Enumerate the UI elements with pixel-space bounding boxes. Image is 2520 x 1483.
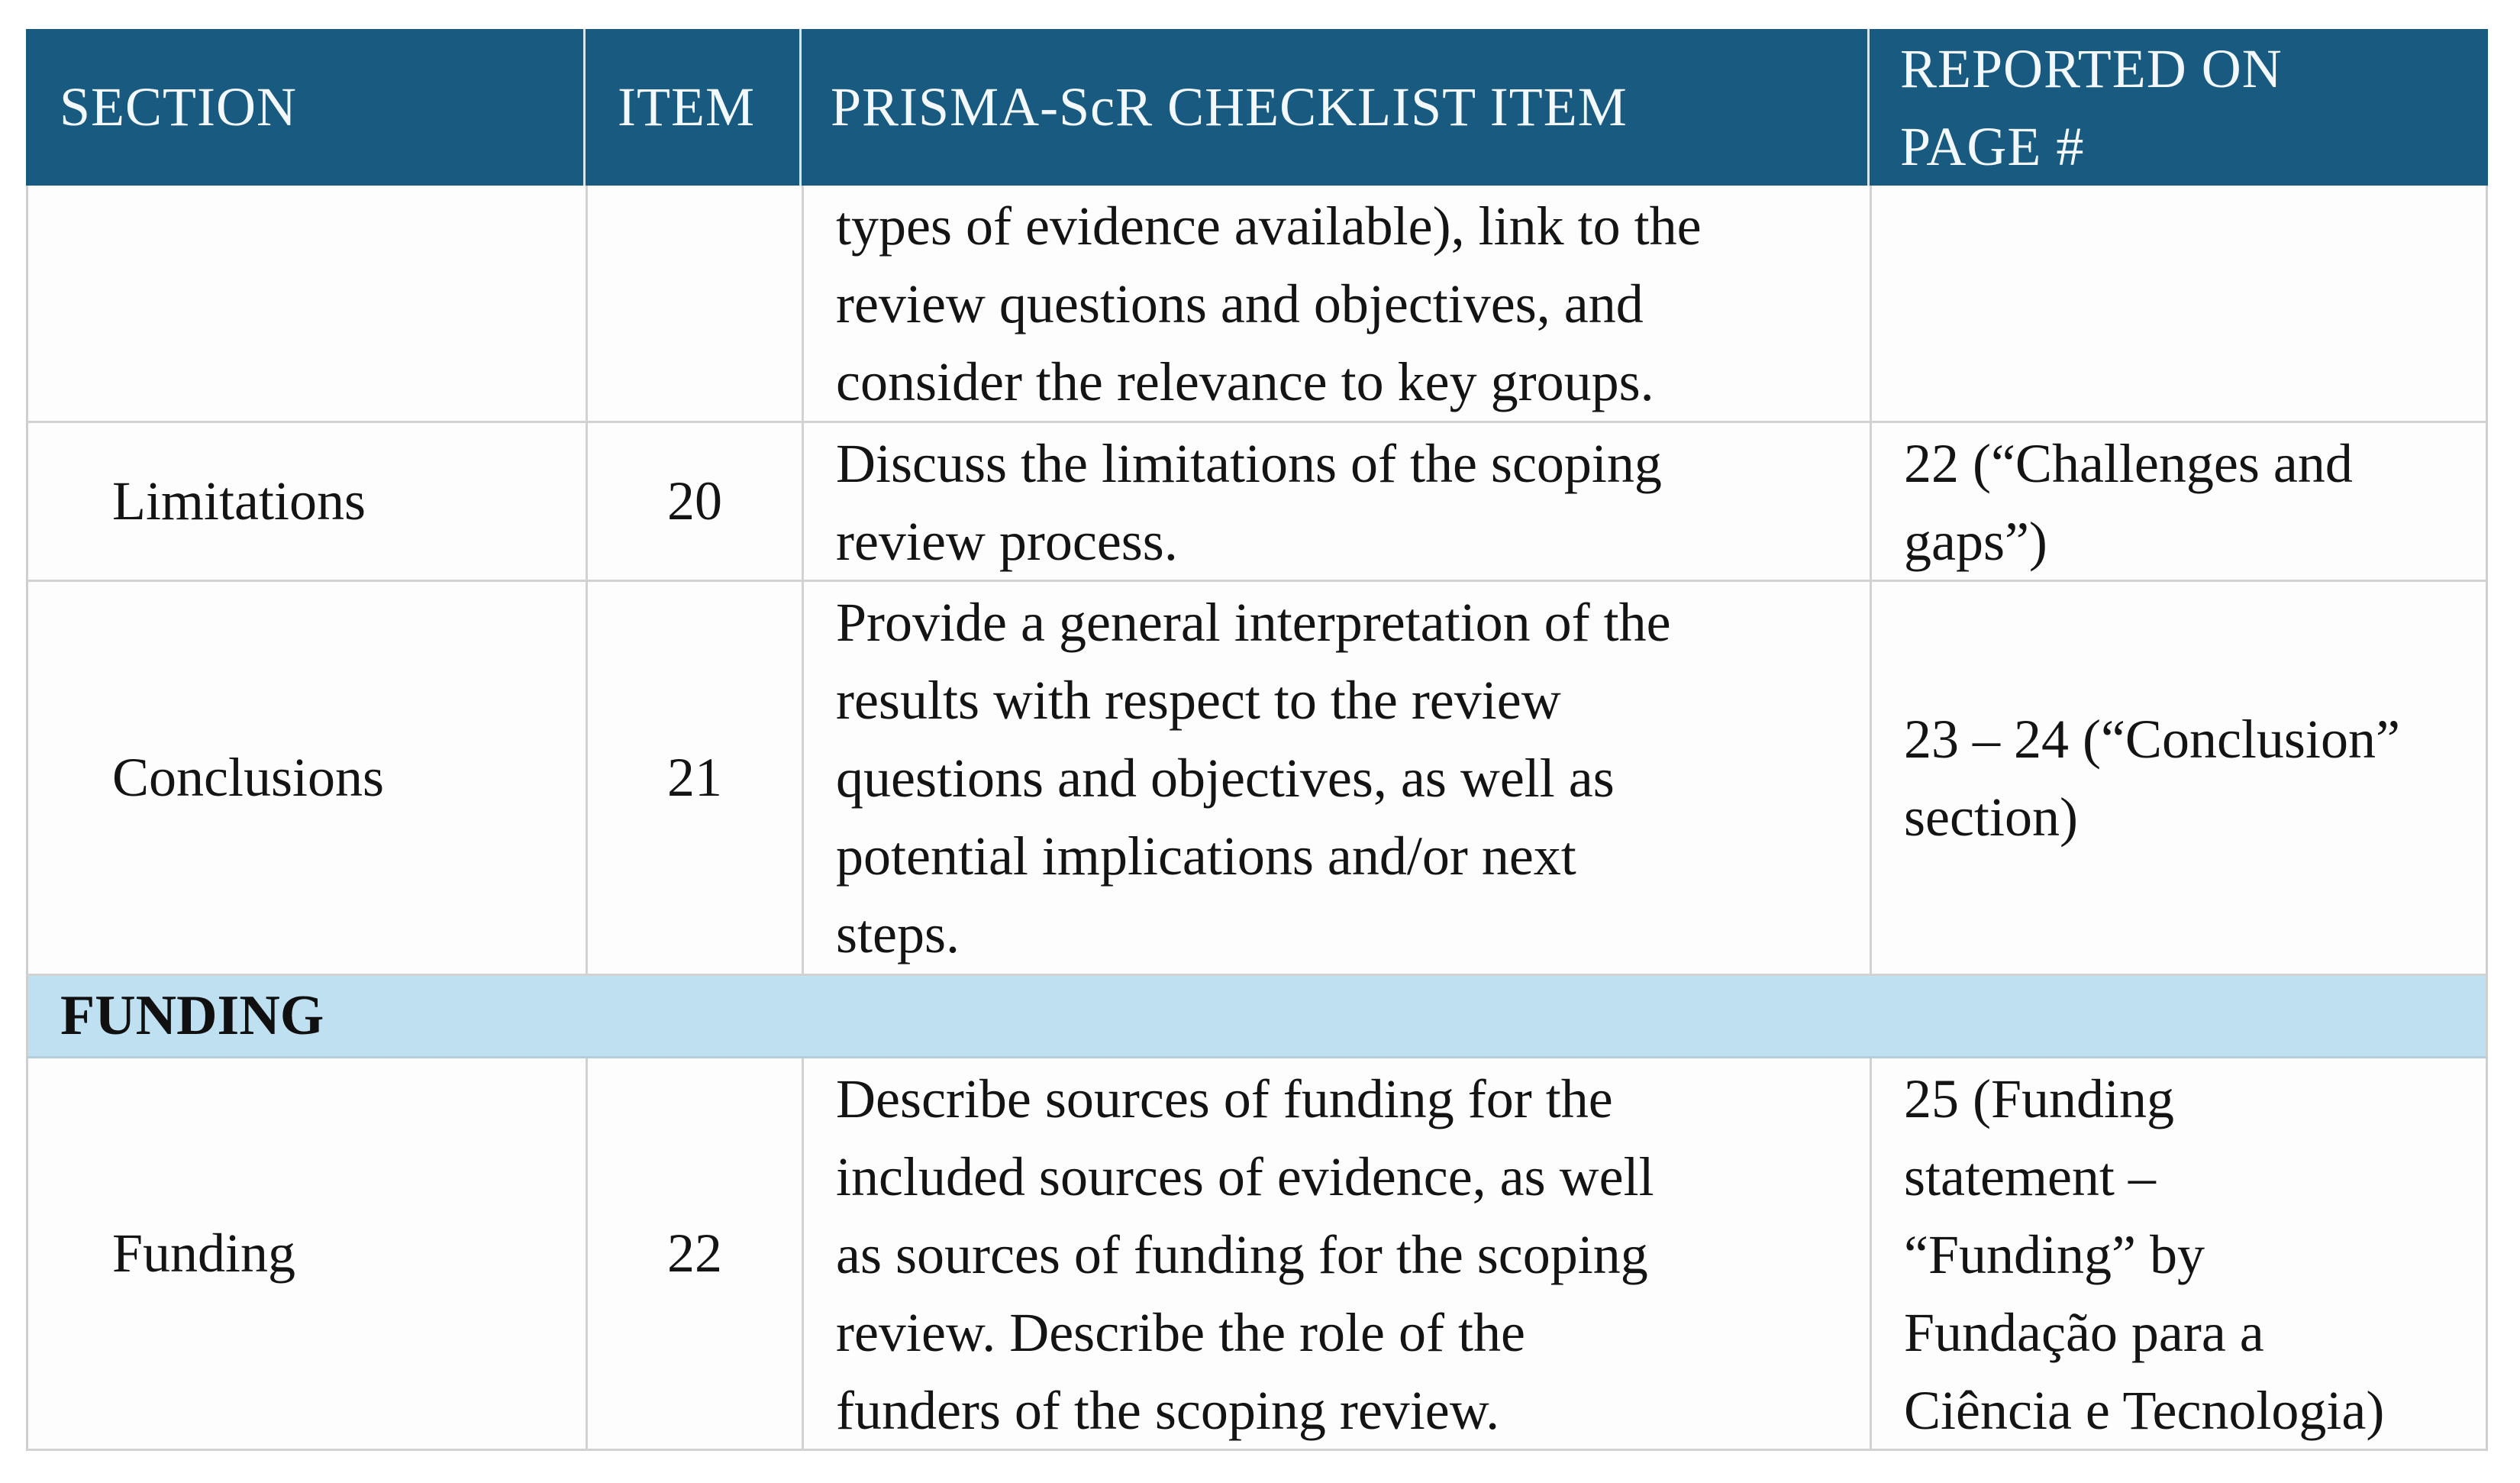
checklist-line: results with respect to the review: [836, 670, 1561, 731]
header-section-label: SECTION: [60, 76, 297, 137]
reported-line: section): [1904, 786, 2078, 848]
cell-reported: [1870, 582, 2490, 974]
checklist-line: review. Describe the role of the: [836, 1302, 1525, 1363]
reported-line: 25 (Funding: [1904, 1068, 2175, 1129]
header-checklist-label: PRISMA-ScR CHECKLIST ITEM: [831, 76, 1628, 137]
reported-line: Ciência e Tecnologia): [1904, 1380, 2385, 1441]
header-reported-line1: REPORTED ON: [1900, 37, 2283, 99]
checklist-line: types of evidence available), link to the: [836, 195, 1702, 257]
reported-line: 22 (“Challenges and: [1904, 433, 2353, 494]
reported-line: “Funding” by: [1904, 1224, 2205, 1285]
checklist-line: questions and objectives, as well as: [836, 748, 1615, 809]
table-row: [26, 186, 2488, 423]
checklist-line: review questions and objectives, and: [836, 273, 1644, 334]
section-label: Conclusions: [112, 747, 385, 808]
cell-reported: [1870, 423, 2490, 580]
group-band-funding: [26, 976, 2488, 1058]
checklist-line: funders of the scoping review.: [836, 1380, 1500, 1441]
cell-checklist: [802, 1058, 1870, 1449]
checklist-line: review process.: [836, 511, 1178, 572]
group-band-label: FUNDING: [60, 984, 324, 1047]
header-checklist-item: [799, 29, 1867, 186]
header-item-label: ITEM: [618, 76, 755, 137]
header-reported-line2: PAGE #: [1900, 115, 2085, 177]
cell-checklist: [802, 582, 1870, 974]
checklist-line: Describe sources of funding for the: [836, 1068, 1613, 1129]
reported-line: gaps”): [1904, 511, 2047, 572]
checklist-line: included sources of evidence, as well: [836, 1146, 1654, 1207]
cell-checklist: [802, 423, 1870, 580]
cell-section: [28, 1058, 586, 1449]
item-number: 22: [667, 1223, 722, 1284]
cell-item: [586, 423, 802, 580]
reported-line: statement –: [1904, 1146, 2156, 1207]
header-reported-on: [1867, 29, 2488, 186]
checklist-line: potential implications and/or next: [836, 826, 1576, 887]
cell-checklist: [802, 186, 1870, 421]
cell-item: [586, 186, 802, 421]
table-row: [26, 1058, 2488, 1451]
table-row: [26, 423, 2488, 582]
cell-section: [28, 582, 586, 974]
section-label: Funding: [112, 1223, 296, 1284]
cell-reported: [1870, 186, 2490, 421]
checklist-line: as sources of funding for the scoping: [836, 1224, 1648, 1285]
header-section: [26, 29, 583, 186]
cell-reported: [1870, 1058, 2490, 1449]
item-number: 20: [667, 470, 722, 531]
item-number: 21: [667, 747, 722, 808]
table-row: [26, 582, 2488, 976]
cell-section: [28, 186, 586, 421]
checklist-line: Provide a general interpretation of the: [836, 592, 1671, 653]
cell-section: [28, 423, 586, 580]
checklist-line: Discuss the limitations of the scoping: [836, 433, 1662, 494]
cell-item: [586, 1058, 802, 1449]
checklist-line: steps.: [836, 903, 960, 964]
table-header-row: [26, 29, 2488, 186]
header-item: [583, 29, 799, 186]
reported-line: Fundação para a: [1904, 1302, 2264, 1363]
checklist-line: consider the relevance to key groups.: [836, 351, 1654, 412]
cell-item: [586, 582, 802, 974]
section-label: Limitations: [112, 470, 366, 531]
reported-line: 23 – 24 (“Conclusion”: [1904, 708, 2400, 770]
